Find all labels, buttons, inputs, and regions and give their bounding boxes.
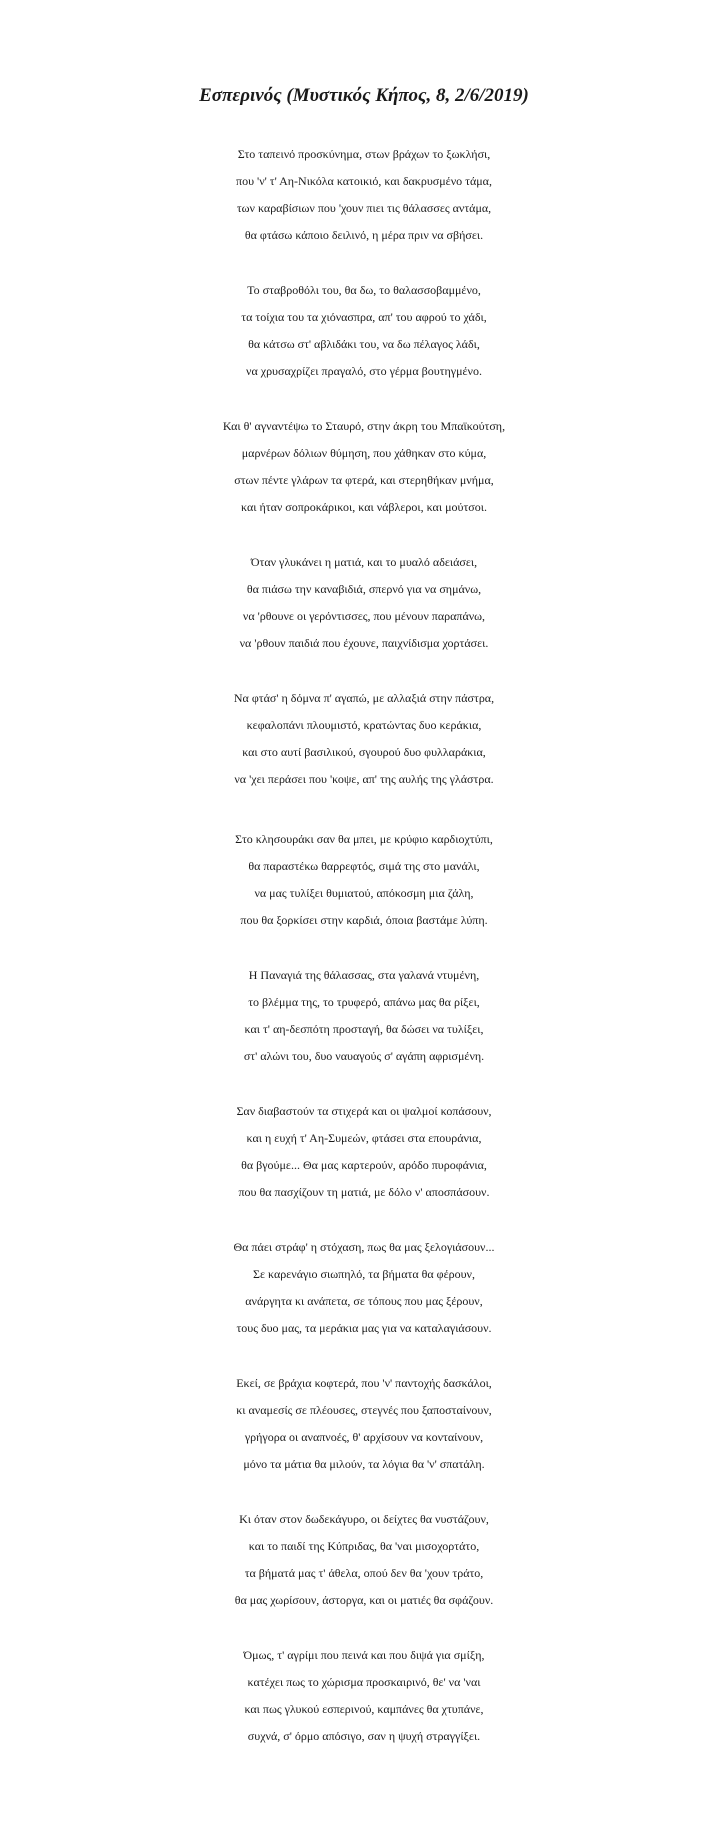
poem-line: τους δυο μας, τα μεράκια μας για να καταλαγιάσουν. <box>236 1321 492 1335</box>
poem-line: θα κάτσω στ' αβλιδάκι του, να δω πέλαγος λάδι, <box>248 337 480 351</box>
poem-line: θα παραστέκω θαρρεφτός, σιμά της στο μανάλι, <box>248 859 480 873</box>
poem-line: κι αναμεσίς σε πλέουσες, στεγνές που ξαποσταίνουν, <box>236 1403 492 1417</box>
poem-line: Όμως, τ' αγρίμι που πεινά και που διψά για σμίξη, <box>243 1648 485 1662</box>
poem-line: των καραβίσιων που 'χουν πιει τις θάλασσες αντάμα, <box>236 201 492 215</box>
poem-line: να μας τυλίξει θυμιατού, απόκοσμη μια ζάλη, <box>254 886 474 900</box>
poem-line: Σαν διαβαστούν τα στιχερά και οι ψαλμοί κοπάσουν, <box>236 1104 492 1118</box>
poem-line: θα φτάσω κάποιο δειλινό, η μέρα πριν να σβήσει. <box>244 228 484 242</box>
stanza-1 <box>0 141 728 249</box>
poem-line: ανάργητα κι ανάπετα, σε τόπους που μας ξέρουν, <box>245 1294 483 1308</box>
poem-line: τα τοίχια του τα χιόνασπρα, απ' του αφρού το χάδι, <box>241 310 487 324</box>
poem-line: και η ευχή τ' Αη-Συμεών, φτάσει στα επουράνια, <box>246 1131 482 1145</box>
poem-line: που 'ν' τ' Αη-Νικόλα κατοικιό, και δακρυσμένο τάμα, <box>236 174 492 188</box>
poem-line: που θα πασχίζουν τη ματιά, με δόλο ν' αποσπάσουν. <box>238 1185 490 1199</box>
poem-line: τα βήματά μας τ' άθελα, οπού δεν θα 'χουν τράτο, <box>244 1566 484 1580</box>
poem-line: Να φτάσ' η δόμνα π' αγαπώ, με αλλαξιά στην πάστρα, <box>233 691 495 705</box>
poem-line: και τ' αη-δεσπότη προσταγή, θα δώσει να τυλίξει, <box>244 1022 484 1036</box>
poem-line: στ' αλώνι του, δυο ναυαγούς σ' αγάπη αφρισμένη. <box>243 1049 485 1063</box>
poem-line: και το παιδί της Κύπριδας, θα 'ναι μισοχορτάτο, <box>248 1539 480 1553</box>
poem-line: θα μας χωρίσουν, άστοργα, και οι ματιές θα σφάζουν. <box>234 1593 494 1607</box>
poem-line: Σε καρενάγιο σιωπηλό, τα βήματα θα φέρουν, <box>253 1267 475 1281</box>
poem-line: και ήταν σοπροκάρικοι, και νάβλεροι, και μούτσοι. <box>241 500 487 514</box>
stanza-5 <box>0 685 728 793</box>
poem-line: να 'χει περάσει που 'κοψε, απ' της αυλής της γλάστρα. <box>234 772 494 786</box>
stanza-12 <box>0 1642 728 1750</box>
poem-line: θα βγούμε... Θα μας καρτερούν, αρόδο πυροφάνια, <box>241 1158 487 1172</box>
poem-line: συχνά, σ' όρμο απόσιγο, σαν η ψυχή στραγγίξει. <box>247 1729 481 1743</box>
poem-line: και στο αυτί βασιλικού, σγουρού δυο φυλλαράκια, <box>242 745 486 759</box>
stanza-4 <box>0 549 728 657</box>
poem-line: και πως γλυκού εσπερινού, καμπάνες θα χτυπάνε, <box>244 1702 484 1716</box>
poem-line: Στο ταπεινό προσκύνημα, στων βράχων το ξωκλήσι, <box>237 147 491 161</box>
poem-title: Εσπερινός (Μυστικός Κήπος, 8, 2/6/2019) <box>199 85 529 106</box>
poem-line: Και θ' αγναντέψω το Σταυρό, στην άκρη του Μπαϊκούτση, <box>222 419 506 433</box>
stanza-9 <box>0 1234 728 1342</box>
poem-line: στων πέντε γλάρων τα φτερά, και στερηθήκαν μνήμα, <box>234 473 494 487</box>
stanza-10 <box>0 1370 728 1478</box>
poem-line: θα πιάσω την καναβιδιά, σπερνό για να σημάνω, <box>246 582 482 596</box>
poem-line: Το σταβροθόλι του, θα δω, το θαλασσοβαμμένο, <box>247 283 481 297</box>
poem-line: γρήγορα οι αναπνοές, θ' αρχίσουν να κονταίνουν, <box>244 1430 484 1444</box>
poem-line: Θα πάει στράφ' η στόχαση, πως θα μας ξελογιάσουν... <box>233 1240 495 1254</box>
poem-line: μαρνέρων δόλιων θύμηση, που χάθηκαν στο κύμα, <box>241 446 487 460</box>
poem-line: που θα ξορκίσει στην καρδιά, όποια βαστάμε λύπη. <box>240 913 488 927</box>
stanza-6 <box>0 826 728 934</box>
poem-line: Στο κλησουράκι σαν θα μπει, με κρύφιο καρδιοχτύπι, <box>235 832 493 846</box>
stanza-2 <box>0 277 728 385</box>
poem-line: μόνο τα μάτια θα μιλούν, τα λόγια θα 'ν' σπατάλη. <box>243 1457 485 1471</box>
poem-line: να χρυσαχρίζει πραγαλό, στο γέρμα βουτηγμένο. <box>246 364 482 378</box>
stanza-11 <box>0 1506 728 1614</box>
poem-line: Η Παναγιά της θάλασσας, στα γαλανά ντυμένη, <box>248 968 480 982</box>
poem-line: Εκεί, σε βράχια κοφτερά, που 'ν' παντοχής δασκάλοι, <box>236 1376 492 1390</box>
poem-line: Κι όταν στον δωδεκάγυρο, οι δείχτες θα νυστάζουν, <box>239 1512 489 1526</box>
poem-line: κατέχει πως το χώρισμα προσκαιρινό, θε' να 'ναι <box>247 1675 481 1689</box>
poem-line: το βλέμμα της, το τρυφερό, απάνω μας θα ρίξει, <box>248 995 480 1009</box>
stanza-7 <box>0 962 728 1070</box>
poem-line: να 'ρθουνε οι γερόντισσες, που μένουν παραπάνω, <box>242 609 486 623</box>
poem-line: Όταν γλυκάνει η ματιά, και το μυαλό αδειάσει, <box>250 555 478 569</box>
stanza-3 <box>0 413 728 521</box>
poem-line: κεφαλοπάνι πλουμιστό, κρατώντας δυο κεράκια, <box>246 718 482 732</box>
stanza-8 <box>0 1098 728 1206</box>
poem-line: να 'ρθουν παιδιά που έχουνε, παιχνίδισμα χορτάσει. <box>239 636 489 650</box>
